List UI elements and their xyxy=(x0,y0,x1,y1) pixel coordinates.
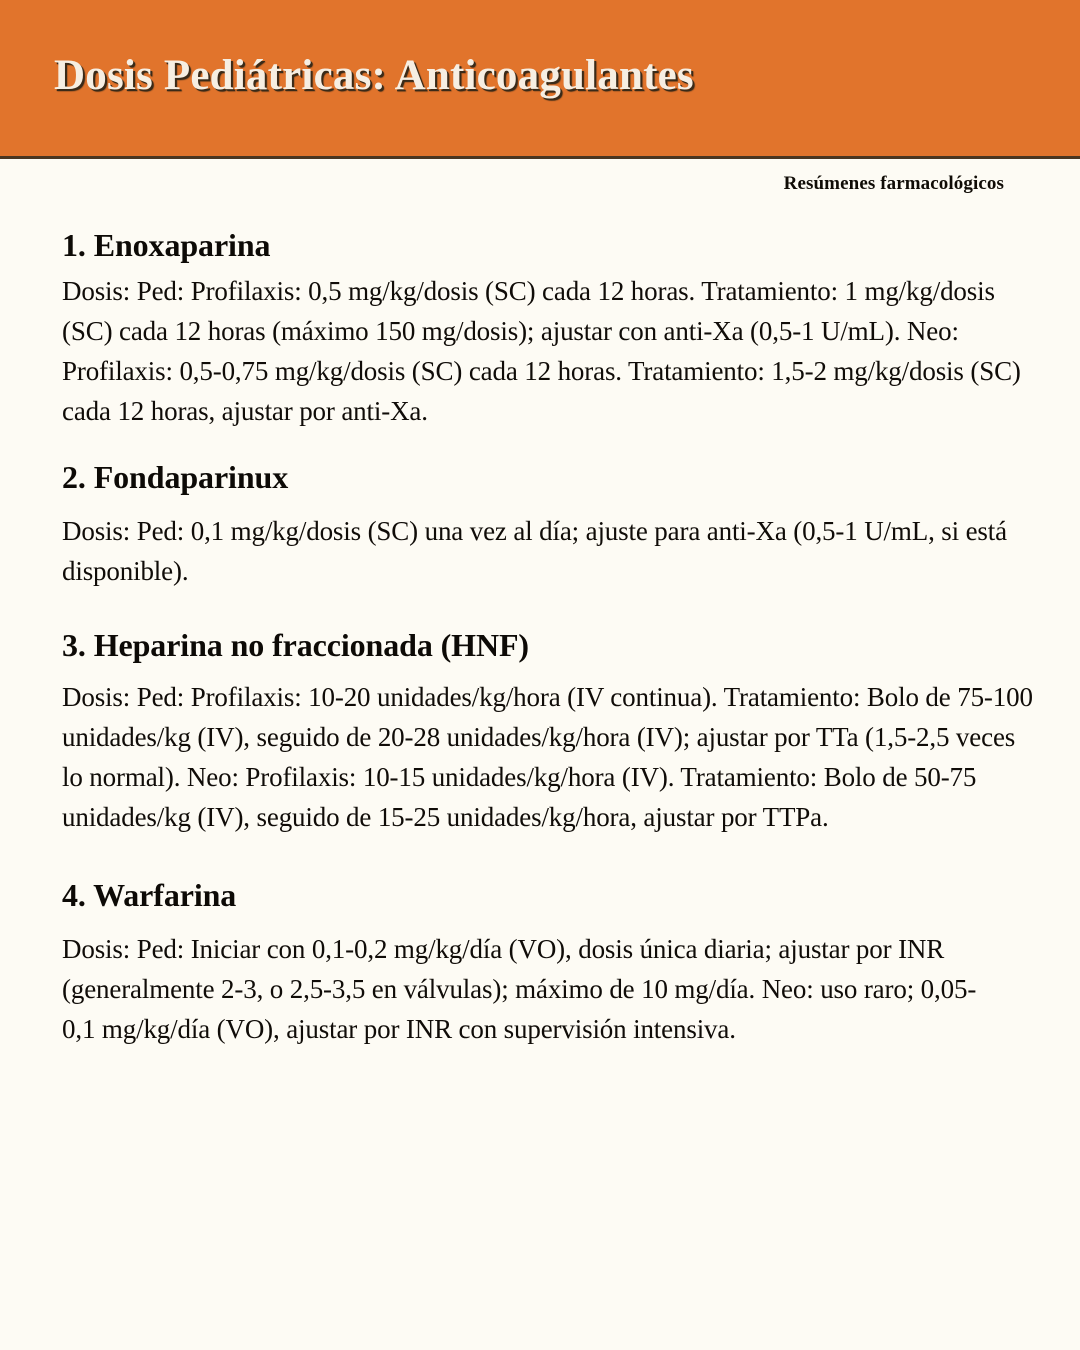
drug-section-fondaparinux xyxy=(62,457,1050,591)
kicker-row xyxy=(0,159,1080,203)
drug-section-heparina-no-fraccionada xyxy=(62,625,1050,837)
page-title: Dosis Pediátricas: Anticoagulantes xyxy=(54,52,694,99)
drug-dosing-text: Dosis: Ped: 0,1 mg/kg/dosis (SC) una vez al día; ajuste para anti-Xa (0,5-1 U/mL, si está disponible). xyxy=(62,516,1007,586)
drug-heading: 4. Warfarina xyxy=(62,877,237,913)
drug-heading: 1. Enoxaparina xyxy=(62,227,271,263)
drug-heading: 3. Heparina no fraccionada (HNF) xyxy=(62,627,529,663)
content-area xyxy=(0,203,1080,1049)
drug-dosing-text: Dosis: Ped: Profilaxis: 10-20 unidades/kg/hora (IV continua). Tratamiento: Bolo de 75-100 unidades/kg (IV), seguido de 20-28 unidades/kg/hora (IV); ajustar por TTa (1,5-2,5 veces lo normal). Neo: Profilaxis: 10-15 unidades/kg/hora (IV). Tratamiento: Bolo de 50-75 unidades/kg (IV), seguido de 15-25 unidades/kg/hora, ajustar por TTPa. xyxy=(62,682,1033,832)
document-subtitle: Resúmenes farmacológicos xyxy=(783,173,1004,194)
header-banner xyxy=(0,0,1080,159)
drug-section-enoxaparina xyxy=(62,225,1050,431)
drug-heading: 2. Fondaparinux xyxy=(62,459,289,495)
drug-section-warfarina xyxy=(62,875,1050,1049)
drug-dosing-text: Dosis: Ped: Iniciar con 0,1-0,2 mg/kg/día (VO), dosis única diaria; ajustar por INR (generalmente 2-3, o 2,5-3,5 en válvulas); máximo de 10 mg/día. Neo: uso raro; 0,05-0,1 mg/kg/día (VO), ajustar por INR con supervisión intensiva. xyxy=(62,934,977,1044)
drug-dosing-text: Dosis: Ped: Profilaxis: 0,5 mg/kg/dosis (SC) cada 12 horas. Tratamiento: 1 mg/kg/dosis (SC) cada 12 horas (máximo 150 mg/dosis); ajustar con anti-Xa (0,5-1 U/mL). Neo: Profilaxis: 0,5-0,75 mg/kg/dosis (SC) cada 12 horas. Tratamiento: 1,5-2 mg/kg/dosis (SC) cada 12 horas, ajustar por anti-Xa. xyxy=(62,276,1021,426)
